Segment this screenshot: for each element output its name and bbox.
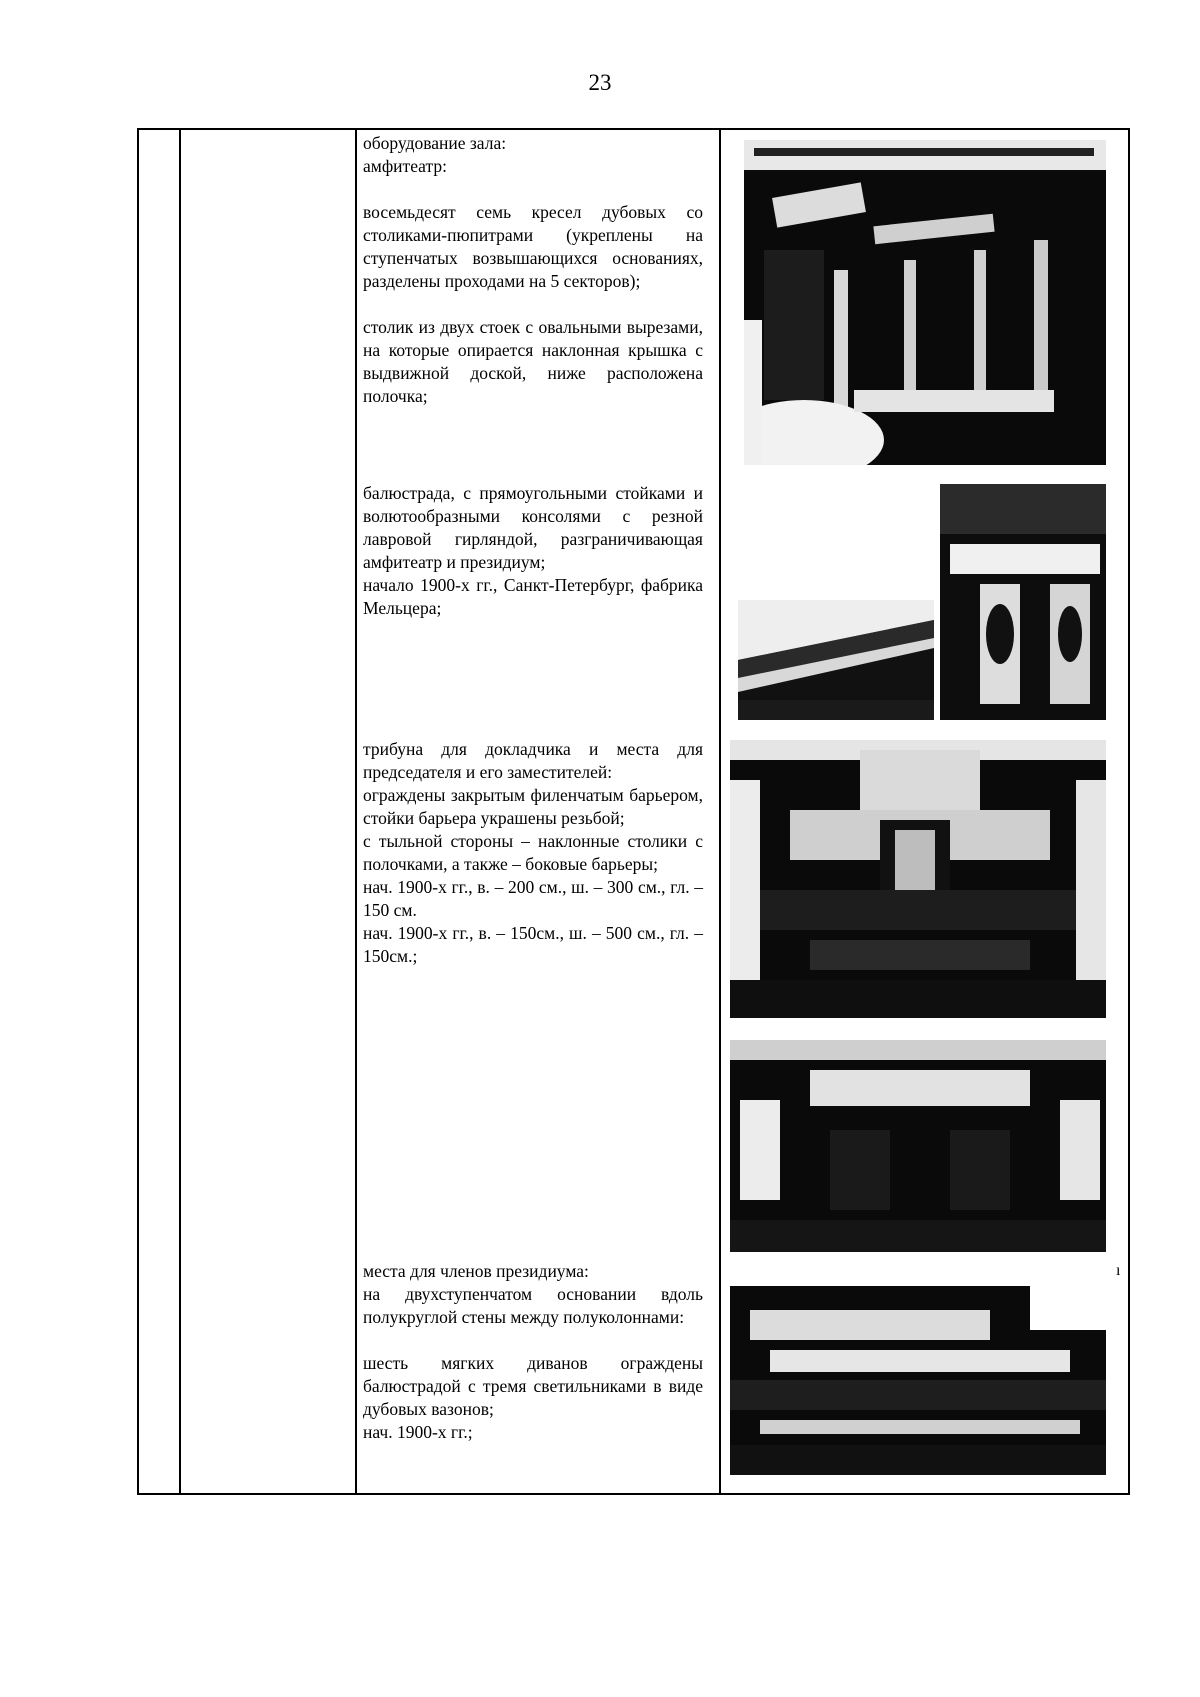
photo-tribune-rear [730, 1040, 1106, 1252]
description-block-tribune [363, 738, 703, 968]
dimensions-first: нач. 1900-х гг., в. – 200 см., ш. – 300 см., гл. – 150 см. [363, 877, 703, 920]
description-desk: столик из двух стоек с овальными вырезами, на которые опирается наклонная крышка с выдвижной доской, ниже расположена полочка; [363, 317, 703, 406]
description-barrier: ограждены закрытым филенчатым барьером, стойки барьера украшены резьбой; [363, 785, 703, 828]
description-presidium-seats: места для членов президиума: [363, 1261, 589, 1281]
description-presidium-date: нач. 1900-х гг.; [363, 1422, 473, 1442]
description-balustrade: балюстрада, с прямоугольными стойками и волютообразными консолями с резной лавровой гирляндой, разграничивающая амфитеатр и президиум; [363, 483, 703, 572]
photo-amphitheatre-chairs [744, 140, 1106, 465]
dimensions-second: нач. 1900-х гг., в. – 150см., ш. – 500 см., гл. – 150см.; [363, 923, 703, 966]
column-divider [355, 130, 357, 1493]
description-chairs: восемьдесят семь кресел дубовых со столиками-пюпитрами (укреплены на ступенчатых возвышающихся основаниях, разделены проходами на 5 секторов); [363, 202, 703, 291]
description-block-balustrade [363, 482, 703, 620]
description-tribune: трибуна для докладчика и места для председателя и его заместителей: [363, 739, 703, 782]
stray-mark: ı [1116, 1262, 1121, 1279]
photo-tribune [730, 740, 1106, 1018]
description-balustrade-origin: начало 1900-х гг., Санкт-Петербург, фабрика Мельцера; [363, 575, 703, 618]
heading-amphitheatre: амфитеатр: [363, 156, 447, 176]
description-block-presidium [363, 1260, 703, 1444]
column-divider [719, 130, 721, 1493]
description-sofas: шесть мягких диванов ограждены балюстрадой с тремя светильниками в виде дубовых вазонов; [363, 1353, 703, 1419]
photo-balustrade-wide [738, 600, 934, 720]
description-rear-side: с тыльной стороны – наклонные столики с полочками, а также – боковые барьеры; [363, 831, 703, 874]
column-divider [179, 130, 181, 1493]
heading-hall-equipment: оборудование зала: [363, 133, 507, 153]
photo-balustrade-console [940, 484, 1106, 720]
description-base: на двухступенчатом основании вдоль полукруглой стены между полуколоннами: [363, 1284, 703, 1327]
description-block-amphitheatre [363, 132, 703, 408]
photo-presidium-seats [730, 1270, 1106, 1475]
page-number: 23 [588, 70, 612, 95]
